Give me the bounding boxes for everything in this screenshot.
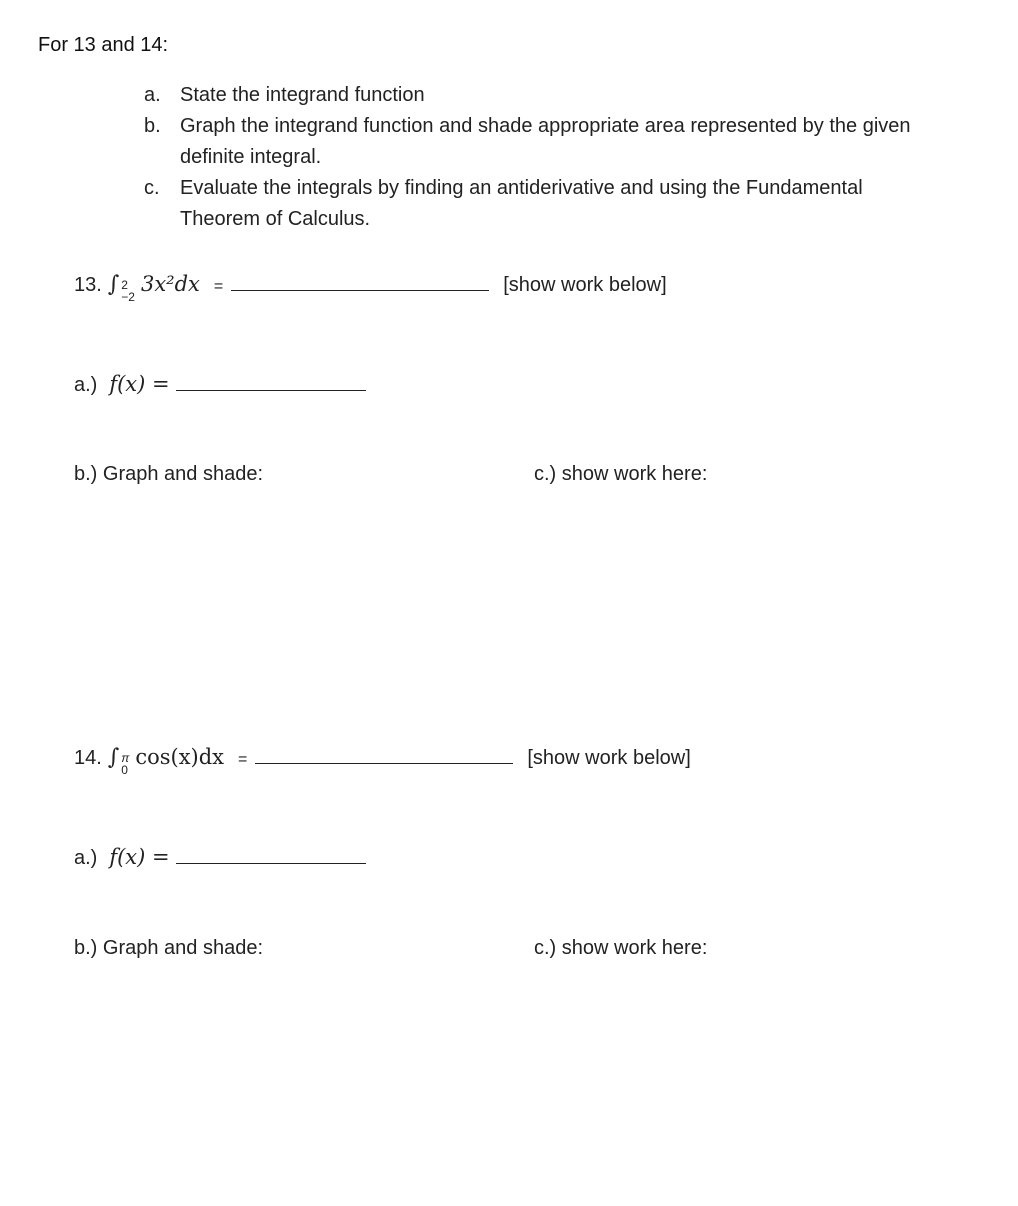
problem-14-part-b: b.) Graph and shade:: [74, 937, 264, 959]
lower-limit: −2: [121, 290, 135, 304]
problem-14-part-a: [74, 845, 366, 870]
section-heading: For 13 and 14:: [38, 34, 169, 56]
upper-limit: π: [121, 751, 130, 765]
instruction-item: [144, 173, 924, 235]
function-expression: f(x) =: [109, 372, 170, 396]
instruction-text: Evaluate the integrals by finding an antiderivative and using the Fundamental Theorem of Calculus.: [180, 177, 863, 230]
equals-sign: =: [238, 751, 248, 768]
integrand-expression: cos(x)dx: [135, 745, 225, 769]
instruction-label: b.: [144, 115, 161, 137]
instruction-text: Graph the integrand function and shade appropriate area represented by the given definite integral.: [180, 115, 911, 168]
problem-14-statement: [74, 745, 691, 778]
show-work-note: [show work below]: [527, 747, 691, 769]
instruction-item: [144, 80, 924, 111]
show-work-note: [show work below]: [503, 274, 667, 296]
integral-sign-icon: ∫: [107, 272, 120, 297]
instruction-list: [144, 80, 924, 235]
problem-14-part-c: c.) show work here:: [534, 937, 708, 959]
problem-13-part-a: [74, 372, 366, 397]
function-answer-blank[interactable]: [176, 862, 366, 864]
problem-13-statement: [74, 272, 667, 305]
function-answer-blank[interactable]: [176, 389, 366, 391]
instruction-label: c.: [144, 177, 160, 199]
answer-blank[interactable]: [231, 289, 489, 291]
problem-13-part-c: c.) show work here:: [534, 463, 708, 485]
integral-limits: [121, 279, 135, 303]
equals-sign: =: [213, 278, 224, 295]
part-label: a.): [74, 847, 98, 869]
function-expression: f(x) =: [109, 845, 170, 869]
lower-limit: 0: [121, 763, 128, 777]
part-label: a.): [74, 374, 98, 396]
upper-limit: 2: [121, 278, 128, 292]
instruction-text: State the integrand function: [180, 84, 425, 106]
answer-blank[interactable]: [255, 762, 513, 764]
integrand-expression: 3x²dx: [140, 272, 200, 296]
instruction-item: [144, 111, 924, 173]
problem-13-part-b: b.) Graph and shade:: [74, 463, 264, 485]
problem-number: 13.: [74, 274, 102, 296]
instruction-label: a.: [144, 84, 161, 106]
integral-limits: [121, 752, 129, 776]
problem-number: 14.: [74, 747, 102, 769]
integral-sign-icon: ∫: [107, 745, 120, 770]
